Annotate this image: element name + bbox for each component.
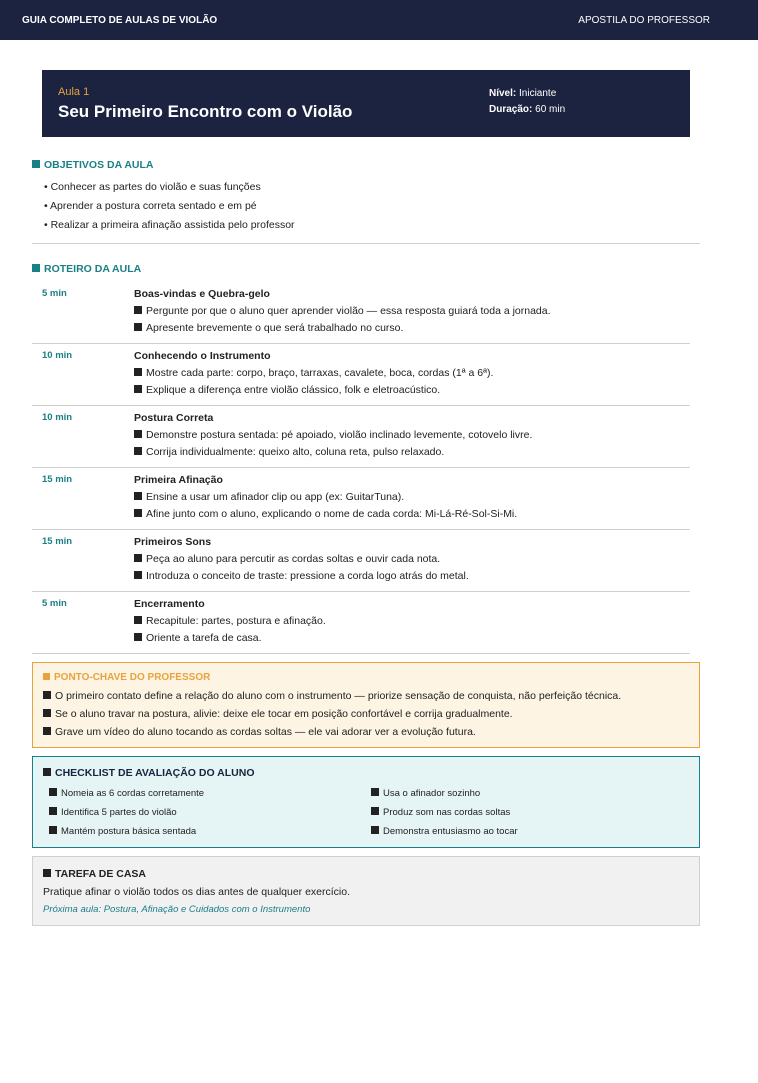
checklist-item-text: Demonstra entusiasmo ao tocar bbox=[383, 826, 518, 837]
list-item: • Conhecer as partes do violão e suas funções bbox=[44, 181, 261, 193]
duration-value: 60 min bbox=[535, 104, 566, 115]
step-bullet bbox=[134, 553, 440, 565]
square-bullet-icon bbox=[134, 323, 142, 331]
step-bullet-text: Introduza o conceito de traste: pressione a corda logo atrás do metal. bbox=[146, 570, 469, 582]
step-title: Encerramento bbox=[134, 598, 205, 610]
roteiro-table bbox=[32, 282, 690, 654]
step-bullet-text: Explique a diferença entre violão clássico, folk e eletroacústico. bbox=[146, 384, 441, 396]
guide-title: GUIA COMPLETO DE AULAS DE VIOLÃO bbox=[22, 15, 218, 26]
step-title: Postura Correta bbox=[134, 412, 214, 424]
step-bullet-text: Peça ao aluno para percutir as cordas soltas e ouvir cada nota. bbox=[146, 553, 441, 565]
square-bullet-icon bbox=[32, 160, 40, 168]
homework-heading bbox=[43, 868, 146, 880]
keypoint-line bbox=[43, 708, 513, 720]
homework-box bbox=[32, 856, 700, 926]
step-bullet-text: Demonstre postura sentada: pé apoiado, violão inclinado levemente, cotovelo livre. bbox=[146, 429, 533, 441]
square-bullet-icon bbox=[43, 869, 51, 877]
checkbox-square-icon bbox=[371, 788, 379, 796]
roteiro-step bbox=[32, 530, 690, 592]
homework-heading-text: TAREFA DE CASA bbox=[55, 868, 147, 880]
checklist-item-text: Produz som nas cordas soltas bbox=[383, 807, 511, 818]
roteiro-step bbox=[32, 406, 690, 468]
roteiro-heading bbox=[32, 263, 141, 275]
lesson-header bbox=[42, 70, 690, 137]
step-bullet-text: Recapitule: partes, postura e afinação. bbox=[146, 615, 326, 627]
duration-label: Duração: bbox=[489, 104, 533, 115]
lesson-title: Seu Primeiro Encontro com o Violão bbox=[58, 102, 353, 121]
keypoint-box bbox=[32, 662, 700, 748]
keypoint-line bbox=[43, 690, 621, 702]
square-bullet-icon bbox=[43, 709, 51, 717]
square-bullet-icon bbox=[43, 727, 51, 735]
objectives-heading bbox=[32, 159, 153, 171]
step-title: Primeira Afinação bbox=[134, 474, 223, 486]
section-divider bbox=[32, 243, 700, 244]
checklist-item bbox=[49, 826, 196, 837]
step-time: 5 min bbox=[42, 598, 67, 609]
step-bullet-text: Ensine a usar um afinador clip ou app (ex: GuitarTuna). bbox=[146, 491, 405, 503]
square-bullet-icon bbox=[134, 385, 142, 393]
checklist-heading bbox=[43, 767, 255, 779]
checkbox-square-icon bbox=[49, 788, 57, 796]
step-title: Conhecendo o Instrumento bbox=[134, 350, 271, 362]
keypoint-line-text: Se o aluno travar na postura, alivie: deixe ele tocar em posição confortável e corrija gradualmente. bbox=[55, 708, 513, 720]
square-bullet-icon bbox=[134, 509, 142, 517]
checklist-item-text: Mantém postura básica sentada bbox=[61, 826, 197, 837]
step-bullet bbox=[134, 615, 326, 627]
checklist-item bbox=[49, 788, 204, 799]
step-time: 15 min bbox=[42, 474, 73, 485]
square-bullet-icon bbox=[32, 264, 40, 272]
objectives-list bbox=[44, 178, 684, 235]
checklist-item-text: Nomeia as 6 cordas corretamente bbox=[61, 788, 205, 799]
keypoint-line-text: Grave um vídeo do aluno tocando as cordas soltas — ele vai adorar ver a evolução futura. bbox=[55, 726, 476, 738]
step-time: 15 min bbox=[42, 536, 73, 547]
roteiro-step bbox=[32, 468, 690, 530]
square-bullet-icon bbox=[134, 633, 142, 641]
square-bullet-icon bbox=[134, 368, 142, 376]
lesson-duration bbox=[489, 104, 565, 115]
step-bullet bbox=[134, 570, 469, 582]
step-bullet bbox=[134, 322, 403, 334]
handout-label: APOSTILA DO PROFESSOR bbox=[578, 15, 710, 26]
checkbox-square-icon bbox=[371, 807, 379, 815]
lesson-level bbox=[489, 88, 556, 99]
step-bullet bbox=[134, 367, 493, 379]
step-bullet-text: Mostre cada parte: corpo, braço, tarraxas, cavalete, boca, cordas (1ª a 6ª). bbox=[146, 367, 494, 379]
step-bullet bbox=[134, 508, 517, 520]
square-bullet-icon bbox=[43, 768, 51, 776]
keypoint-heading bbox=[43, 672, 210, 683]
square-bullet-icon bbox=[134, 447, 142, 455]
objectives-heading-text: OBJETIVOS DA AULA bbox=[44, 159, 154, 171]
step-title: Primeiros Sons bbox=[134, 536, 212, 548]
square-bullet-icon bbox=[134, 554, 142, 562]
roteiro-step bbox=[32, 344, 690, 406]
step-time: 10 min bbox=[42, 412, 73, 423]
level-label: Nível: bbox=[489, 88, 517, 99]
step-bullet-text: Apresente brevemente o que será trabalhado no curso. bbox=[146, 322, 404, 334]
square-bullet-icon bbox=[134, 571, 142, 579]
square-bullet-icon bbox=[134, 430, 142, 438]
roteiro-heading-text: ROTEIRO DA AULA bbox=[44, 263, 142, 275]
level-value: Iniciante bbox=[519, 88, 557, 99]
list-item: • Aprender a postura correta sentado e em pé bbox=[44, 200, 257, 212]
checklist-heading-text: CHECKLIST DE AVALIAÇÃO DO ALUNO bbox=[55, 767, 255, 779]
next-lesson-note: Próxima aula: Postura, Afinação e Cuidados com o Instrumento bbox=[43, 904, 311, 915]
step-bullet-text: Afine junto com o aluno, explicando o nome de cada corda: Mi-Lá-Ré-Sol-Si-Mi. bbox=[146, 508, 518, 520]
checklist-box bbox=[32, 756, 700, 848]
homework-text: Pratique afinar o violão todos os dias antes de qualquer exercício. bbox=[43, 886, 351, 898]
step-bullet-text: Corrija individualmente: queixo alto, coluna reta, pulso relaxado. bbox=[146, 446, 445, 458]
checklist-item-text: Usa o afinador sozinho bbox=[383, 788, 481, 799]
keypoint-line bbox=[43, 726, 476, 738]
list-item: • Realizar a primeira afinação assistida pelo professor bbox=[44, 219, 295, 231]
step-time: 10 min bbox=[42, 350, 73, 361]
step-bullet bbox=[134, 429, 532, 441]
roteiro-step bbox=[32, 282, 690, 344]
keypoint-heading-text: PONTO-CHAVE DO PROFESSOR bbox=[54, 672, 211, 683]
step-bullet bbox=[134, 305, 551, 317]
checklist-item bbox=[49, 807, 177, 818]
step-bullet bbox=[134, 491, 404, 503]
lesson-number: Aula 1 bbox=[58, 86, 90, 98]
step-bullet bbox=[134, 632, 262, 644]
step-bullet-text: Pergunte por que o aluno quer aprender violão — essa resposta guiará toda a jornada. bbox=[146, 305, 551, 317]
step-bullet bbox=[134, 446, 444, 458]
square-bullet-icon bbox=[43, 691, 51, 699]
checkbox-square-icon bbox=[371, 826, 379, 834]
checklist-item bbox=[371, 788, 480, 799]
square-bullet-icon bbox=[134, 616, 142, 624]
square-bullet-icon bbox=[134, 306, 142, 314]
step-time: 5 min bbox=[42, 288, 67, 299]
square-bullet-icon bbox=[134, 492, 142, 500]
checklist-item bbox=[371, 807, 510, 818]
keypoint-line-text: O primeiro contato define a relação do aluno com o instrumento — priorize sensação de conquista, não perfeição técnica. bbox=[55, 690, 622, 702]
top-bar bbox=[0, 0, 758, 40]
step-bullet bbox=[134, 384, 440, 396]
roteiro-step bbox=[32, 592, 690, 654]
checkbox-square-icon bbox=[49, 807, 57, 815]
square-bullet-icon bbox=[43, 673, 50, 680]
checklist-item bbox=[371, 826, 518, 837]
checklist-item-text: Identifica 5 partes do violão bbox=[61, 807, 177, 818]
checkbox-square-icon bbox=[49, 826, 57, 834]
step-bullet-text: Oriente a tarefa de casa. bbox=[146, 632, 262, 644]
step-title: Boas-vindas e Quebra-gelo bbox=[134, 288, 270, 300]
